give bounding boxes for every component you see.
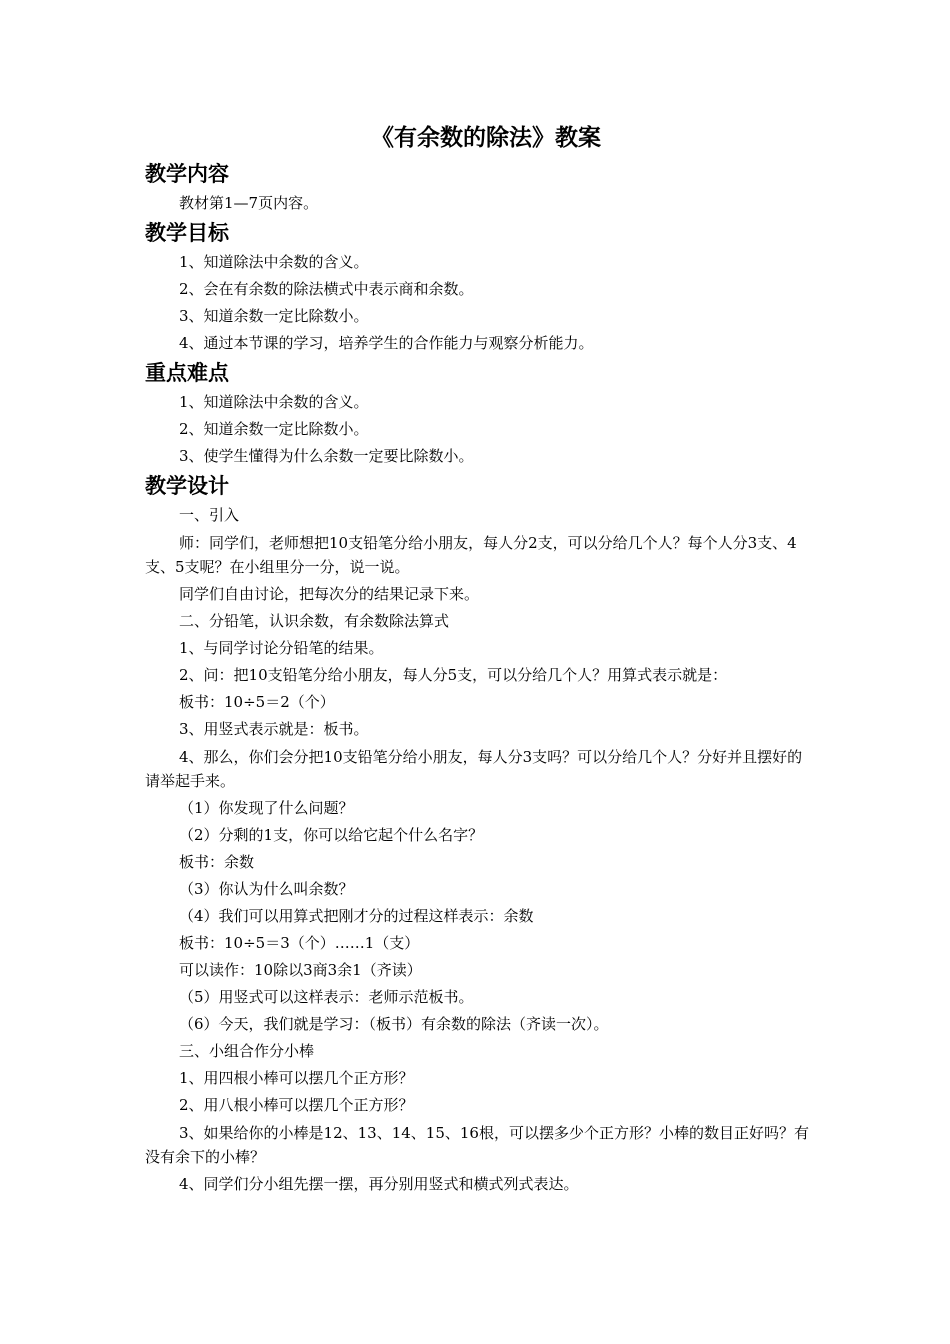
paragraph: 1、知道除法中余数的含义。 xyxy=(179,253,369,271)
section-goals xyxy=(145,217,815,357)
paragraph: 3、如果给你的小棒是12、13、14、15、16根，可以摆多少个正方形？小棒的数目正好吗？有没有余下的小棒？ xyxy=(145,1124,809,1166)
paragraph: 教材第1—7页内容。 xyxy=(179,194,319,212)
paragraph: 4、同学们分小组先摆一摆，再分别用竖式和横式列式表达。 xyxy=(179,1175,579,1193)
paragraph: 2、知道余数一定比除数小。 xyxy=(179,420,369,438)
paragraph: 4、通过本节课的学习，培养学生的合作能力与观察分析能力。 xyxy=(179,334,594,352)
paragraph: 板书：余数 xyxy=(179,853,255,871)
section-heading-keypoints: 重点难点 xyxy=(145,361,229,385)
paragraph: 3、使学生懂得为什么余数一定要比除数小。 xyxy=(179,447,474,465)
paragraph: 同学们自由讨论，把每次分的结果记录下来。 xyxy=(179,585,480,603)
paragraph: 三、小组合作分小棒 xyxy=(179,1042,315,1060)
paragraph: 二、分铅笔，认识余数，有余数除法算式 xyxy=(179,612,450,630)
paragraph: （2）分剩的1支，你可以给它起个什么名字？ xyxy=(179,826,484,844)
paragraph: 4、那么，你们会分把10支铅笔分给小朋友，每人分3支吗？可以分给几个人？分好并且摆好的请举起手来。 xyxy=(145,748,803,790)
document-title: 《有余数的除法》教案 xyxy=(371,125,601,151)
paragraph: 1、与同学讨论分铅笔的结果。 xyxy=(179,639,384,657)
paragraph: （3）你认为什么叫余数？ xyxy=(179,880,354,898)
paragraph: 板书：10÷5＝3（个）……1（支） xyxy=(179,934,420,952)
section-heading-goals: 教学目标 xyxy=(145,221,229,245)
paragraph: 板书：10÷5＝2（个） xyxy=(179,693,335,711)
paragraph: （4）我们可以用算式把刚才分的过程这样表示：余数 xyxy=(179,907,534,925)
section-heading-content: 教学内容 xyxy=(145,162,229,186)
section-heading-design: 教学设计 xyxy=(145,474,229,498)
section-design xyxy=(145,470,815,1198)
paragraph: 可以读作：10除以3商3余1（齐读） xyxy=(179,961,422,979)
paragraph: 1、用四根小棒可以摆几个正方形？ xyxy=(179,1069,414,1087)
paragraph: 2、用八根小棒可以摆几个正方形？ xyxy=(179,1096,414,1114)
section-keypoints xyxy=(145,357,815,470)
section-content xyxy=(145,158,815,217)
paragraph: （1）你发现了什么问题？ xyxy=(179,799,354,817)
paragraph: （5）用竖式可以这样表示：老师示范板书。 xyxy=(179,988,474,1006)
paragraph: 一、引入 xyxy=(179,506,240,524)
paragraph: 3、用竖式表示就是：板书。 xyxy=(179,720,369,738)
paragraph: 师：同学们，老师想把10支铅笔分给小朋友，每人分2支，可以分给几个人？每个人分3支、4支、5支呢？在小组里分一分，说一说。 xyxy=(145,534,797,576)
paragraph: 2、问：把10支铅笔分给小朋友，每人分5支，可以分给几个人？用算式表示就是： xyxy=(179,666,728,684)
paragraph: 2、会在有余数的除法横式中表示商和余数。 xyxy=(179,280,474,298)
paragraph: 1、知道除法中余数的含义。 xyxy=(179,393,369,411)
document-page xyxy=(145,118,815,1198)
paragraph: 3、知道余数一定比除数小。 xyxy=(179,307,369,325)
paragraph: （6）今天，我们就是学习：（板书）有余数的除法（齐读一次）。 xyxy=(179,1015,609,1033)
